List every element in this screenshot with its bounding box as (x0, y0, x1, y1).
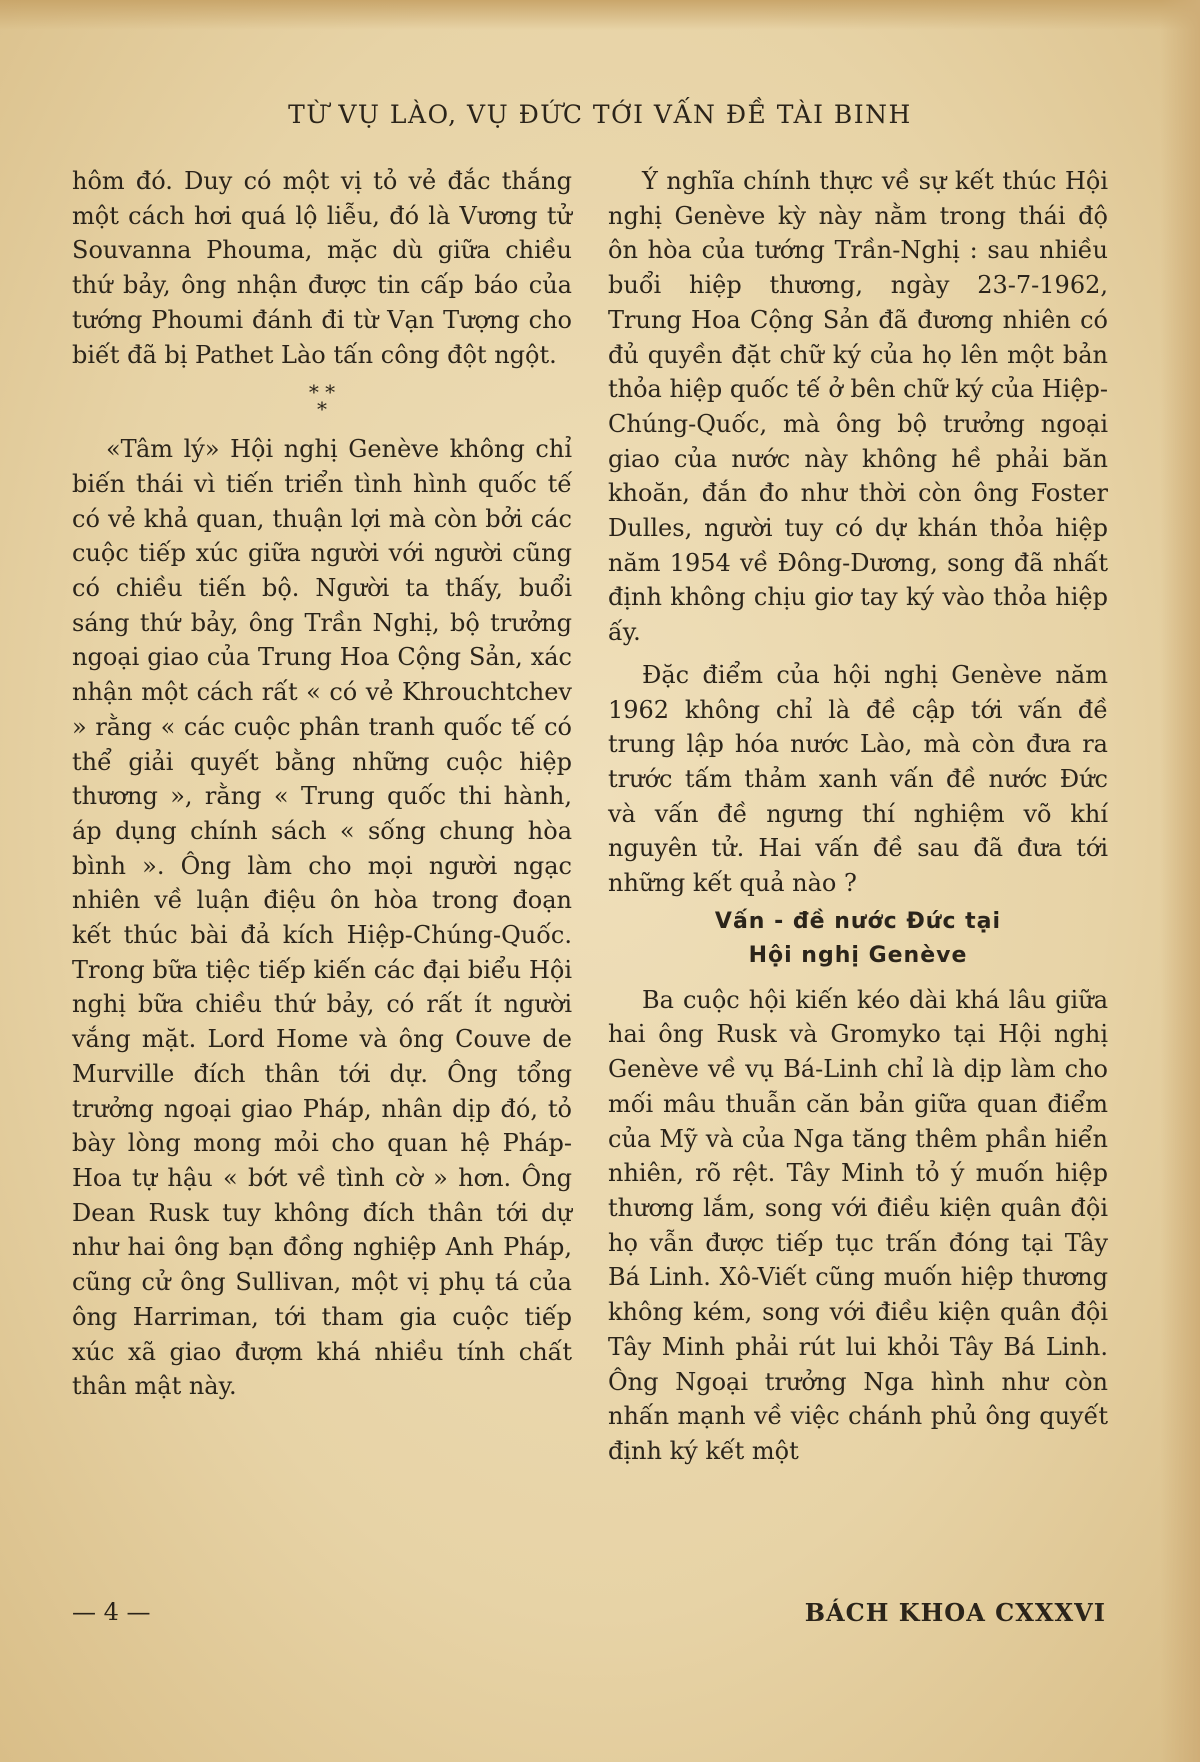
right-paragraph-1: Ý nghĩa chính thực về sự kết thúc Hội nghị Genève kỳ này nằm trong thái độ ôn hòa của tướng Trần-Nghị : sau nhiều buổi hiệp thương, ngày 23-7-1962, Trung Hoa Cộng Sản đã đương nhiên có đủ quyền đặt chữ ký của họ lên một bản thỏa hiệp quốc tế ở bên chữ ký của Hiệp-Chúng-Quốc, mà ông bộ trưởng ngoại giao của nước này không hề phải băn khoăn, đắn đo như thời còn ông Foster Dulles, người tuy có dự khán thỏa hiệp năm 1954 về Đông-Dương, song đã nhất định không chịu giơ tay ký vào thỏa hiệp ấy. (608, 167, 1108, 647)
page-number: — 4 — (72, 1598, 151, 1626)
left-paragraph-2: «Tâm lý» Hội nghị Genève không chỉ biến thái vì tiến triển tình hình quốc tế có vẻ khả quan, thuận lợi mà còn bởi các cuộc tiếp xúc giữa người với người cũng có chiều tiến bộ. Người ta thấy, buổi sáng thứ bảy, ông Trần Nghị, bộ trưởng ngoại giao của Trung Hoa Cộng Sản, xác nhận một cách rất « có vẻ Khrouchtchev » rằng « các cuộc phân tranh quốc tế có thể giải quyết bằng những cuộc hiệp thương », rằng « Trung quốc thi hành, áp dụng chính sách « sống chung hòa bình ». Ông làm cho mọi người ngạc nhiên về luận điệu ôn hòa trong đoạn kết thúc bài đả kích Hiệp-Chúng-Quốc. Trong bữa tiệc tiếp kiến các đại biểu Hội nghị bữa chiều thứ bảy, có rất ít người vắng mặt. Lord Home và ông Couve de Murville đích thân tới dự. Ông tổng trưởng ngoại giao Pháp, nhân dịp đó, tỏ bày lòng mong mỏi cho quan hệ Pháp-Hoa tự hậu « bớt về tình cờ » hơn. Ông Dean Rusk tuy không đích thân tới dự như hai ông bạn đồng nghiệp Anh Pháp, cũng cử ông Sullivan, một vị phụ tá của ông Harriman, tới tham gia cuộc tiếp xúc xã giao đượm khá nhiều tính chất thân mật này. (72, 435, 572, 1401)
section-heading-line-2: Hội nghị Genève (748, 942, 968, 968)
separator-stars-bottom: * (317, 397, 327, 422)
right-paragraph-2: Đặc điểm của hội nghị Genève năm 1962 không chỉ là đề cập tới vấn đề trung lập hóa nước Lào, mà còn đưa ra trước tấm thảm xanh vấn đề nước Đức và vấn đề ngưng thí nghiệm võ khí nguyên tử. Hai vấn đề sau đã đưa tới những kết quả nào ? (608, 660, 1108, 898)
section-separator (72, 380, 572, 422)
magazine-name: BÁCH KHOA CXXXVI (804, 1598, 1106, 1627)
page-header-title: TỪ VỤ LÀO, VỤ ĐỨC TỚI VẤN ĐỀ TÀI BINH (288, 100, 912, 129)
separator-stars-top: * * (308, 380, 336, 405)
right-column (608, 164, 1108, 1469)
left-column (72, 164, 572, 1404)
left-paragraph-1: hôm đó. Duy có một vị tỏ vẻ đắc thắng một cách hơi quá lộ liễu, đó là Vương tử Souvanna Phouma, mặc dù giữa chiều thứ bảy, ông nhận được tin cấp báo của tướng Phoumi đánh đi từ Vạn Tượng cho biết đã bị Pathet Lào tấn công đột ngột. (72, 167, 572, 369)
section-heading-line-1: Vấn - đề nước Đức tại (714, 908, 1002, 934)
right-paragraph-3: Ba cuộc hội kiến kéo dài khá lâu giữa hai ông Rusk và Gromyko tại Hội nghị Genève về vụ Bá-Linh chỉ là dịp làm cho mối mâu thuẫn căn bản giữa quan điểm của Mỹ và của Nga tăng thêm phần hiển nhiên, rõ rệt. Tây Minh tỏ ý muốn hiệp thương lắm, song với điều kiện quân đội họ vẫn được tiếp tục trấn đóng tại Tây Bá Linh. Xô-Viết cũng muốn hiệp thương không kém, song với điều kiện quân đội Tây Minh phải rút lui khỏi Tây Bá Linh. Ông Ngoại trưởng Nga hình như còn nhấn mạnh về việc chánh phủ ông quyết định ký kết một (608, 985, 1108, 1465)
section-heading (608, 905, 1108, 973)
